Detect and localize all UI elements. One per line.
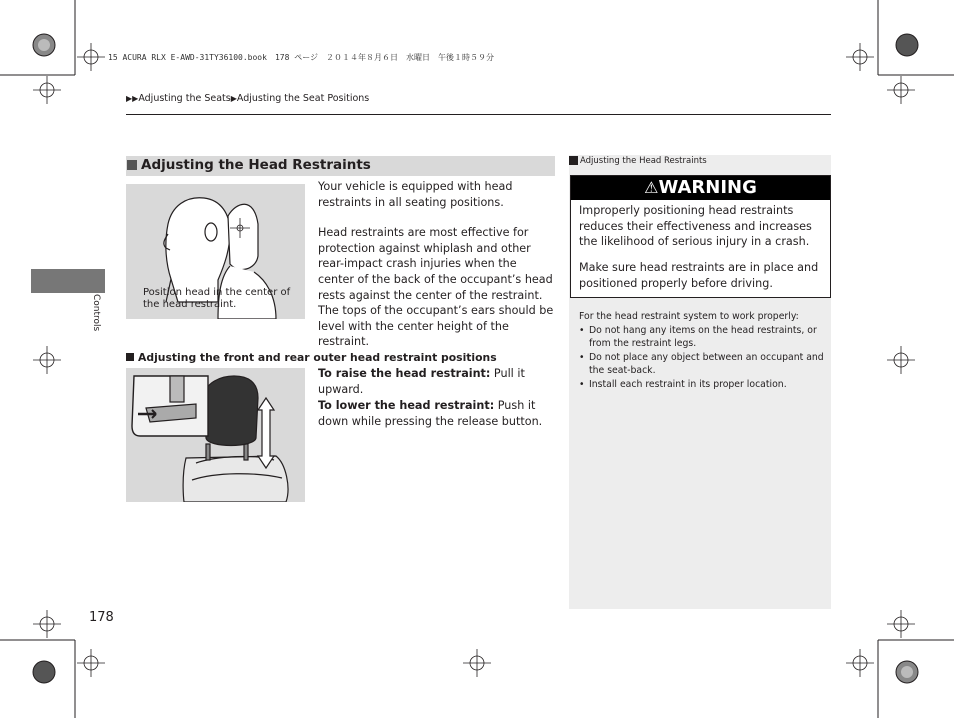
heading-square-icon [126, 353, 134, 361]
list-item: • Do not place any object between an occupant and the seat-back. [579, 351, 827, 378]
warning-triangle-icon: ⚠ [644, 178, 659, 197]
lower-label: To lower the head restraint: [318, 399, 495, 412]
page-number: 178 [89, 610, 114, 625]
paragraph: Your vehicle is equipped with head restraints in all seating positions. [318, 180, 513, 209]
figure-caption: Position head in the center of the head restraint. [143, 287, 291, 310]
heading-square-icon [127, 160, 137, 170]
sidebar-notes [579, 310, 827, 391]
breadcrumb-arrow-icon: ▶ [230, 94, 237, 103]
header-divider [126, 114, 831, 115]
warning-header [571, 176, 830, 200]
paragraph: Head restraints are most effective for protection against whiplash and other rear-impact crash injuries when the center of the back of the occupant’s head rests against the center of the restraint. The tops of the occupant’s ears should be level with the center height of the restraint. [318, 226, 554, 349]
seat-headrest-illustration [126, 368, 305, 502]
warning-box [570, 175, 831, 298]
warning-paragraph: Make sure head restraints are in place and positioned properly before driving. [579, 261, 819, 290]
section-heading [126, 156, 555, 176]
head-position-figure [126, 184, 305, 319]
raise-text: Pull it upward. [318, 367, 525, 396]
warning-paragraph: Improperly positioning head restraints reduces their effectiveness and increases the likelihood of serious injury in a crash. [579, 204, 812, 248]
seat-adjust-figure [126, 368, 305, 502]
chapter-tab[interactable] [31, 269, 105, 293]
subsection-heading [126, 351, 497, 364]
subsection-title: Adjusting the front and rear outer head restraint positions [138, 351, 497, 364]
sidebar-ref-title: Adjusting the Head Restraints [580, 156, 707, 166]
warning-title: WARNING [658, 177, 757, 198]
breadcrumb-arrow-icon: ▶▶ [126, 94, 139, 103]
raise-instruction [318, 366, 556, 398]
notes-intro: For the head restraint system to work properly: [579, 311, 799, 322]
lower-text: Push it down while pressing the release button. [318, 399, 543, 428]
breadcrumb-item[interactable]: Adjusting the Seat Positions [236, 93, 370, 104]
print-header: 15 ACURA RLX E-AWD-31TY36100.book 178 ページ ２０１４年８月６日 水曜日 午後１時５９分 [108, 53, 495, 62]
list-item: • Do not hang any items on the head restraints, or from the restraint legs. [579, 324, 827, 351]
lower-instruction [318, 398, 556, 430]
reference-icon [569, 156, 578, 165]
list-item: • Install each restraint in its proper location. [579, 378, 827, 392]
breadcrumb-item[interactable]: Adjusting the Seats [138, 93, 231, 104]
raise-label: To raise the head restraint: [318, 367, 491, 380]
breadcrumb [126, 93, 369, 104]
notes-list [579, 324, 827, 392]
adjust-instructions [318, 366, 556, 430]
chapter-tab-label: Controls [91, 294, 101, 332]
body-text [318, 179, 556, 365]
section-title: Adjusting the Head Restraints [141, 157, 371, 173]
sidebar-reference[interactable] [569, 156, 707, 166]
